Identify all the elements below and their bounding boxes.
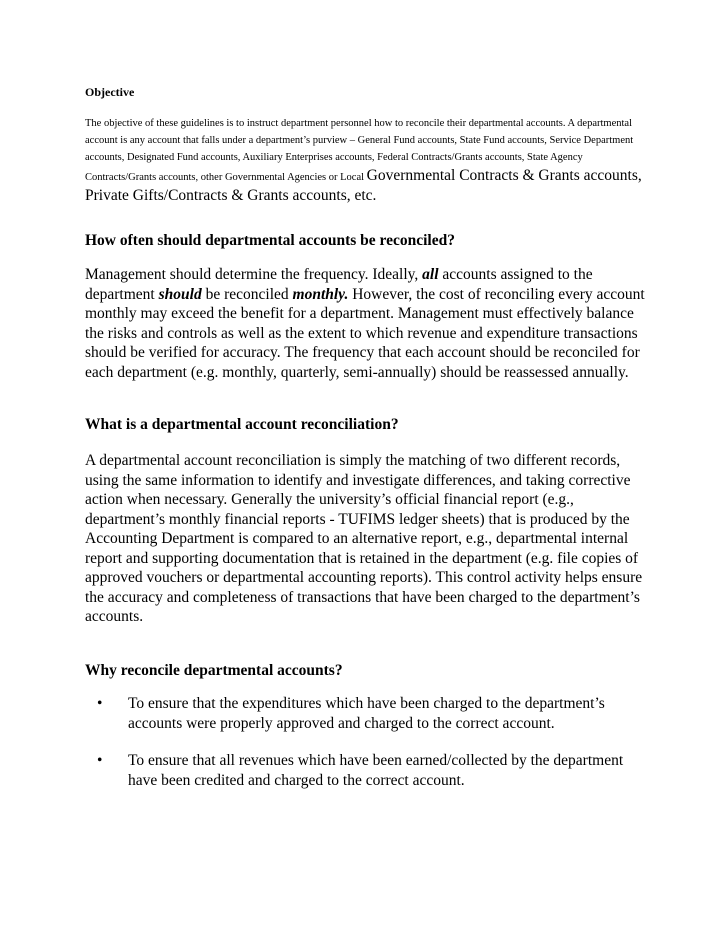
list-item: [85, 694, 638, 733]
frequency-emphasis-all: all: [422, 266, 439, 283]
objective-text-large: Governmental Contracts & Grants accounts, Private Gifts/Contracts & Grants accounts, etc.: [85, 167, 642, 204]
frequency-text-4: However, the cost of reconciling every account monthly may exceed the benefit for a department. Management must effectively balance the risks and controls as well as the extent to which revenue and expenditure transactions should be verified for accuracy. The frequency that each account should be reconciled for each department (e.g. monthly, quarterly, semi-annually) should be reassessed annually.: [85, 285, 645, 381]
objective-text-small: The objective of these guidelines is to instruct department personnel how to reconcile their departmental accounts. A departmental account is any account that falls under a department’s purview – General Fund accounts, State Fund accounts, Service Department accounts, Designated Fund accounts, Auxiliary Enterprises accounts, Federal Contracts/Grants accounts, State Agency Contracts/Grants accounts, other Governmental Agencies or Local: [85, 118, 634, 183]
bullet-icon: •: [97, 695, 103, 712]
frequency-text-3: be reconciled: [201, 285, 293, 303]
frequency-text-2: accounts assigned to the department: [85, 266, 593, 303]
objective-paragraph: [85, 115, 645, 206]
frequency-emphasis-should: should: [158, 285, 202, 303]
frequency-heading: How often should departmental accounts be reconciled?: [85, 232, 455, 249]
frequency-emphasis-monthly: monthly.: [292, 285, 349, 303]
why-heading: Why reconcile departmental accounts?: [85, 662, 343, 679]
frequency-paragraph: [85, 265, 645, 382]
frequency-text-1: Management should determine the frequency. Ideally,: [85, 266, 423, 283]
list-item: [85, 751, 638, 790]
bullet-text: To ensure that the expenditures which have been charged to the department’s accounts were properly approved and charged to the correct account.: [128, 695, 605, 732]
objective-heading: Objective: [85, 85, 135, 99]
definition-heading: What is a departmental account reconciliation?: [85, 416, 399, 433]
bullet-icon: •: [97, 752, 103, 769]
bullet-text: To ensure that all revenues which have been earned/collected by the department have been credited and charged to the correct account.: [128, 752, 624, 789]
definition-paragraph: A departmental account reconciliation is simply the matching of two different records, using the same information to identify and investigate differences, and taking corrective action when necessary. Generally the university’s official financial report (e.g., department’s monthly financial reports - TUFIMS ledger sheets) that is produced by the Accounting Department is compared to an alternative report, e.g., departmental internal report and supporting documentation that is retained in the department (e.g. file copies of approved vouchers or departmental accounting reports). This control activity helps ensure the accuracy and completeness of transactions that have been charged to the department’s accounts.: [85, 452, 643, 625]
why-bullet-list: [85, 694, 645, 790]
